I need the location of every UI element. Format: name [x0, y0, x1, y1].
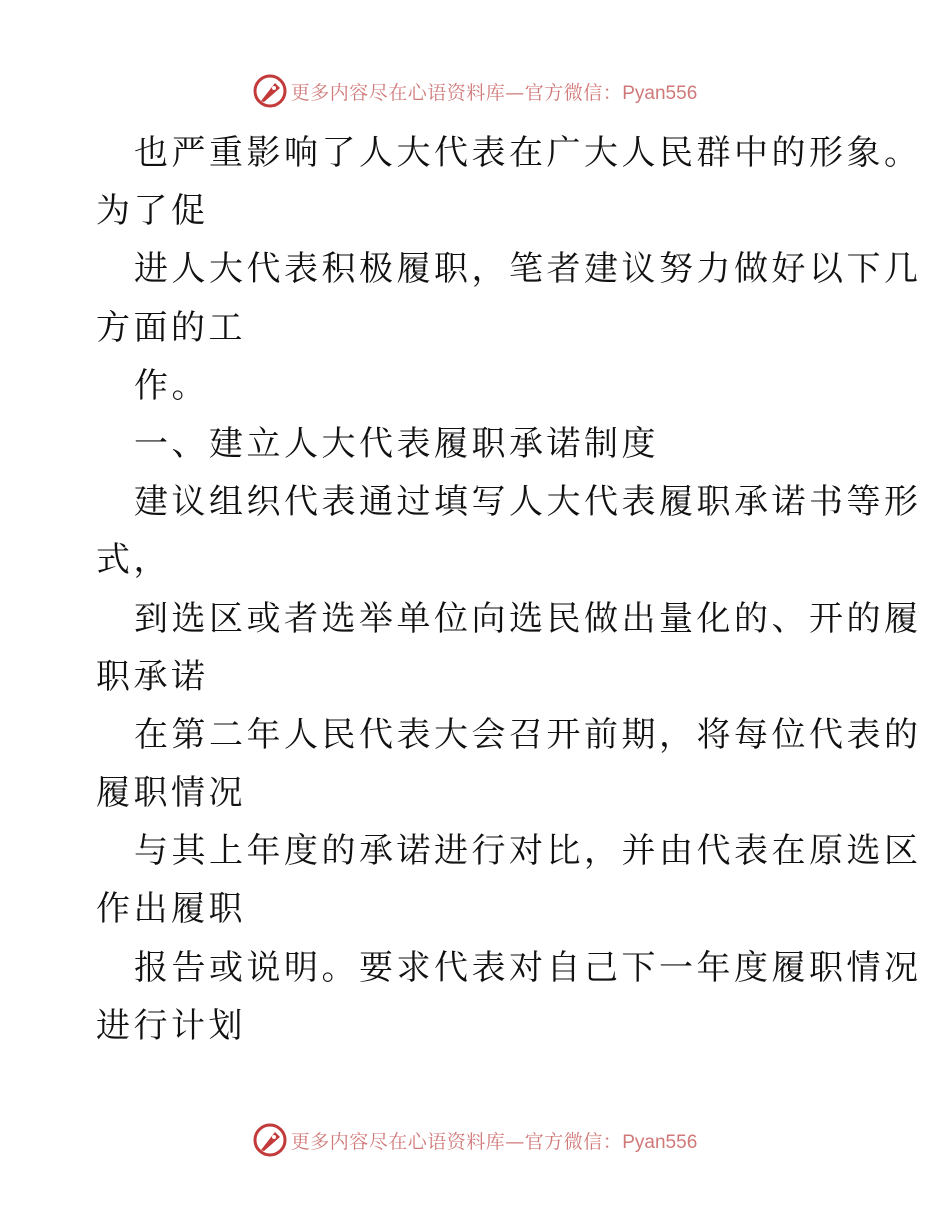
wechat-id: Pyan556 [622, 82, 698, 104]
body-line-10: 职承诺 [96, 656, 209, 697]
body-line-3: 进人大代表积极履职，笔者建议努力做好以下几 [134, 249, 922, 290]
wechat-id: Pyan556 [622, 1131, 698, 1153]
body-line-9: 到选区或者选举单位向选民做出量化的、开的履 [134, 598, 922, 639]
body-line-11: 在第二年人民代表大会召开前期，将每位代表的 [134, 714, 922, 755]
body-line-8: 式， [96, 540, 171, 581]
pen-nib-logo-icon [253, 74, 287, 108]
body-line-14: 作出履职 [96, 889, 246, 930]
body-line-13: 与其上年度的承诺进行对比，并由代表在原选区 [134, 831, 922, 872]
header-watermark [0, 71, 950, 111]
body-line-1: 也严重影响了人大代表在广大人民群中的形象。 [134, 133, 922, 173]
body-line-2: 为了促 [96, 191, 209, 232]
body-line-4: 方面的工 [96, 307, 246, 348]
watermark-text: 更多内容尽在心语资料库—官方微信：Pyan556 [290, 1130, 698, 1153]
watermark-text: 更多内容尽在心语资料库—官方微信：Pyan556 [290, 81, 698, 104]
document-body [96, 124, 922, 1055]
body-line-7: 建议组织代表通过填写人大代表履职承诺书等形 [134, 482, 922, 523]
body-line-5: 作。 [134, 365, 209, 406]
footer-watermark [0, 1120, 950, 1160]
body-line-15: 报告或说明。要求代表对自己下一年度履职情况 [134, 947, 922, 988]
body-line-16: 进行计划 [96, 1005, 246, 1046]
pen-nib-logo-icon [253, 1123, 287, 1157]
body-line-12: 履职情况 [96, 773, 246, 814]
section-heading: 一、建立人大代表履职承诺制度 [134, 423, 659, 464]
